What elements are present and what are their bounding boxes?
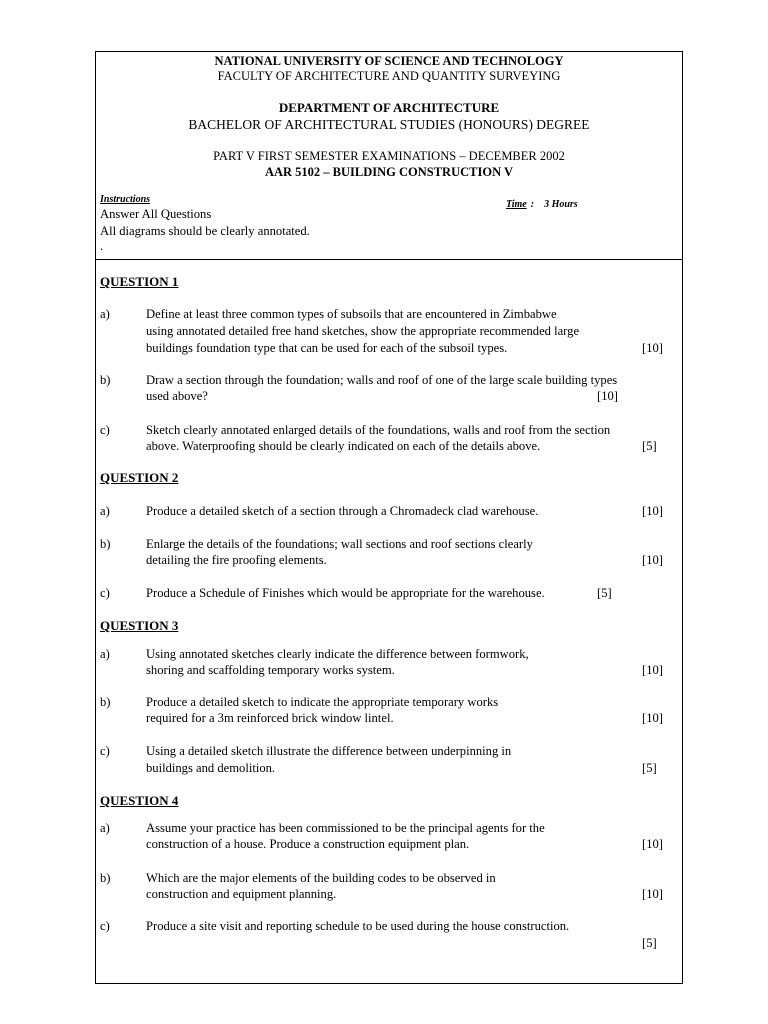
q1a-mark: [10] [642,341,663,355]
q4c-line-1: Produce a site visit and reporting schedule to be used during the house construction. [146,919,570,933]
q1a-label: a) [100,307,110,321]
instruction-line-3: . [100,239,104,253]
q4a-label: a) [100,821,110,835]
q2b-mark: [10] [642,553,663,567]
q3b-mark: [10] [642,711,663,725]
degree-name: BACHELOR OF ARCHITECTURAL STUDIES (HONOURS) DEGREE [188,117,590,132]
q3c-line-2: buildings and demolition. [146,761,276,775]
q4b-label: b) [100,871,111,885]
q1c-mark: [5] [642,439,657,453]
q3b-line-1: Produce a detailed sketch to indicate the appropriate temporary works [146,695,499,709]
q1b-line-1: Draw a section through the foundation; walls and roof of one of the large scale building types [146,373,618,387]
q3b-label: b) [100,695,111,709]
q1c-line-1: Sketch clearly annotated enlarged details of the foundations, walls and roof from the section [146,423,611,437]
q3a-line-2: shoring and scaffolding temporary works system. [146,663,395,677]
q1b-line-2: used above? [146,389,208,403]
q2b-line-2: detailing the fire proofing elements. [146,553,327,567]
q1a-line-2: using annotated detailed free hand sketches, show the appropriate recommended large [146,324,580,338]
header-divider [96,259,682,260]
exam-paper-frame [95,51,683,984]
instruction-line-1: Answer All Questions [100,207,212,221]
q2a-mark: [10] [642,504,663,518]
q3a-mark: [10] [642,663,663,677]
question-4-title: QUESTION 4 [100,793,179,808]
time-value: 3 Hours [544,199,578,210]
time-label: Time [506,199,527,210]
q4a-line-2: construction of a house. Produce a construction equipment plan. [146,837,470,851]
q2c-label: c) [100,586,110,600]
q4c-mark: [5] [642,936,657,950]
faculty-name: FACULTY OF ARCHITECTURE AND QUANTITY SURVEYING [217,69,561,83]
university-name: NATIONAL UNIVERSITY OF SCIENCE AND TECHNOLOGY [214,54,564,68]
question-3-title: QUESTION 3 [100,618,179,633]
q2a-line-1: Produce a detailed sketch of a section through a Chromadeck clad warehouse. [146,504,539,518]
q3c-line-1: Using a detailed sketch illustrate the difference between underpinning in [146,744,512,758]
q4c-label: c) [100,919,110,933]
department-name: DEPARTMENT OF ARCHITECTURE [278,100,500,115]
q3a-line-1: Using annotated sketches clearly indicate the difference between formwork, [146,647,529,661]
q1b-mark: [10] [597,389,618,403]
q3c-mark: [5] [642,761,657,775]
time-separator: : [530,199,535,210]
q1a-line-3: buildings foundation type that can be used for each of the subsoil types. [146,341,508,355]
q3c-label: c) [100,744,110,758]
q2c-mark: [5] [597,586,612,600]
q2c-line-1: Produce a Schedule of Finishes which would be appropriate for the warehouse. [146,586,545,600]
q4a-mark: [10] [642,837,663,851]
q1c-line-2: above. Waterproofing should be clearly indicated on each of the details above. [146,439,541,453]
q1c-label: c) [100,423,110,437]
q4b-mark: [10] [642,887,663,901]
q4b-line-1: Which are the major elements of the building codes to be observed in [146,871,496,885]
question-2-title: QUESTION 2 [100,470,179,485]
q3a-label: a) [100,647,110,661]
q2b-label: b) [100,537,111,551]
instruction-line-2: All diagrams should be clearly annotated. [100,224,310,238]
q1a-line-1: Define at least three common types of subsoils that are encountered in Zimbabwe [146,307,557,321]
exam-title: PART V FIRST SEMESTER EXAMINATIONS – DECEMBER 2002 [213,149,565,163]
q2b-line-1: Enlarge the details of the foundations; wall sections and roof sections clearly [146,537,533,551]
q4a-line-1: Assume your practice has been commissioned to be the principal agents for the [146,821,545,835]
course-title: AAR 5102 – BUILDING CONSTRUCTION V [264,165,514,179]
q4b-line-2: construction and equipment planning. [146,887,337,901]
time-block [506,194,578,212]
question-1-title: QUESTION 1 [100,274,179,289]
instructions-label: Instructions [100,194,151,205]
q2a-label: a) [100,504,110,518]
q3b-line-2: required for a 3m reinforced brick window lintel. [146,711,394,725]
q1b-label: b) [100,373,111,387]
